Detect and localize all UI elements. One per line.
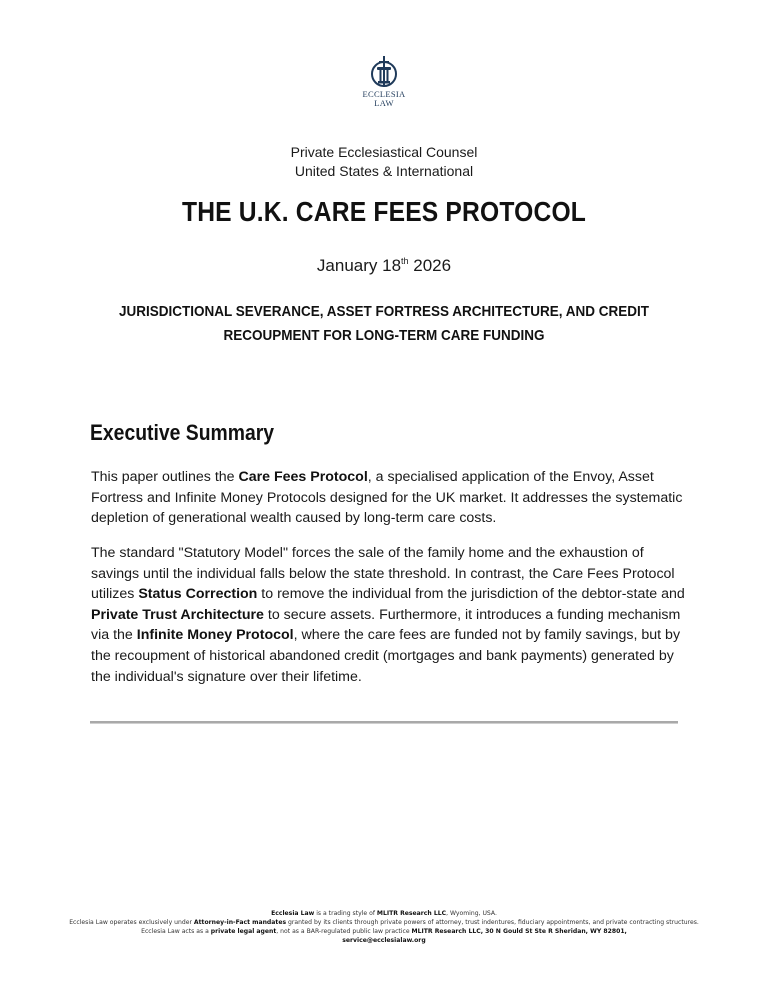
bold-term-status-correction: Status Correction [138, 586, 258, 603]
subheading-line-2: RECOUPMENT FOR LONG-TERM CARE FUNDING [223, 327, 545, 344]
summary-paragraph-2 [91, 543, 691, 687]
footer-bold: private legal agent [210, 928, 277, 935]
text-run: The standard "Statutory Model" forces the sale of the family home and the exhaustion of savings until the individual falls below the state threshold. In contrast, the Care Fees Protocol utilizes [91, 545, 675, 603]
subheading-line-1: JURISDICTIONAL SEVERANCE, ASSET FORTRESS ARCHITECTURE, AND CREDIT [118, 303, 650, 320]
footer-text: granted by its clients through private powers of attorney, trust indentures, fiduciary appointments, and private contracting structures. Ecclesia Law acts as a [141, 919, 699, 935]
document-date [0, 256, 768, 276]
footer-bold: MLITR Research LLC [376, 910, 447, 917]
section-divider [90, 721, 678, 724]
text-run: , where the care fees are funded not by family savings, but by the recoupment of historical abandoned credit (mortgages and bank payments) generated by the individual's signature over their lifetime. [91, 627, 681, 685]
ecclesia-law-logo [354, 55, 414, 111]
counsel-line-1: Private Ecclesiastical Counsel [290, 144, 478, 160]
footer-text: , not as a BAR-regulated public law practice [276, 928, 412, 935]
counsel-line-2: United States & International [294, 163, 474, 179]
text-run: , a specialised application of the Envoy, Asset Fortress and Infinite Money Protocols designed for the UK market. It addresses the systematic depletion of generational wealth caused by long-term care costs. [91, 469, 683, 527]
text-run: to remove the individual from the jurisdiction of the debtor-state and [257, 586, 685, 603]
page-footer [60, 909, 708, 945]
bold-term-private-trust-architecture: Private Trust Architecture [91, 606, 264, 623]
counsel-block [0, 143, 768, 181]
footer-line-1 [60, 909, 708, 918]
pillar-sword-emblem-icon [369, 55, 399, 89]
footer-bold: Ecclesia Law [271, 910, 315, 917]
footer-disclaimer [60, 918, 708, 936]
footer-bold: Attorney-in-Fact mandates [193, 919, 287, 926]
summary-paragraph-1 [91, 467, 691, 529]
date-year: 2026 [408, 256, 452, 275]
date-month-day: January 18 [316, 256, 402, 275]
bold-term-care-fees-protocol: Care Fees Protocol [238, 469, 368, 485]
document-title: THE U.K. CARE FEES PROTOCOL [181, 196, 587, 227]
footer-email-link[interactable]: service@ecclesialaw.org [342, 937, 426, 944]
footer-bold: MLITR Research LLC, 30 N Gould St Ste R Sheridan, WY 82801, [411, 928, 627, 935]
text-run: to secure assets. Furthermore, it introduces a funding mechanism via the [91, 606, 681, 644]
footer-text: is a trading style of [314, 910, 377, 917]
date-ordinal-suffix: th [401, 256, 409, 266]
executive-summary-heading: Executive Summary [90, 420, 275, 445]
logo-text-line1: ECCLESIA [362, 89, 406, 99]
footer-text: , Wyoming, USA. [446, 910, 497, 917]
document-subheading [92, 300, 675, 348]
bold-term-infinite-money-protocol: Infinite Money Protocol [136, 627, 294, 644]
logo-text-line2: LAW [374, 98, 394, 108]
footer-text: Ecclesia Law operates exclusively under [69, 919, 194, 926]
text-run: This paper outlines the [91, 469, 239, 485]
footer-email[interactable] [60, 936, 708, 945]
